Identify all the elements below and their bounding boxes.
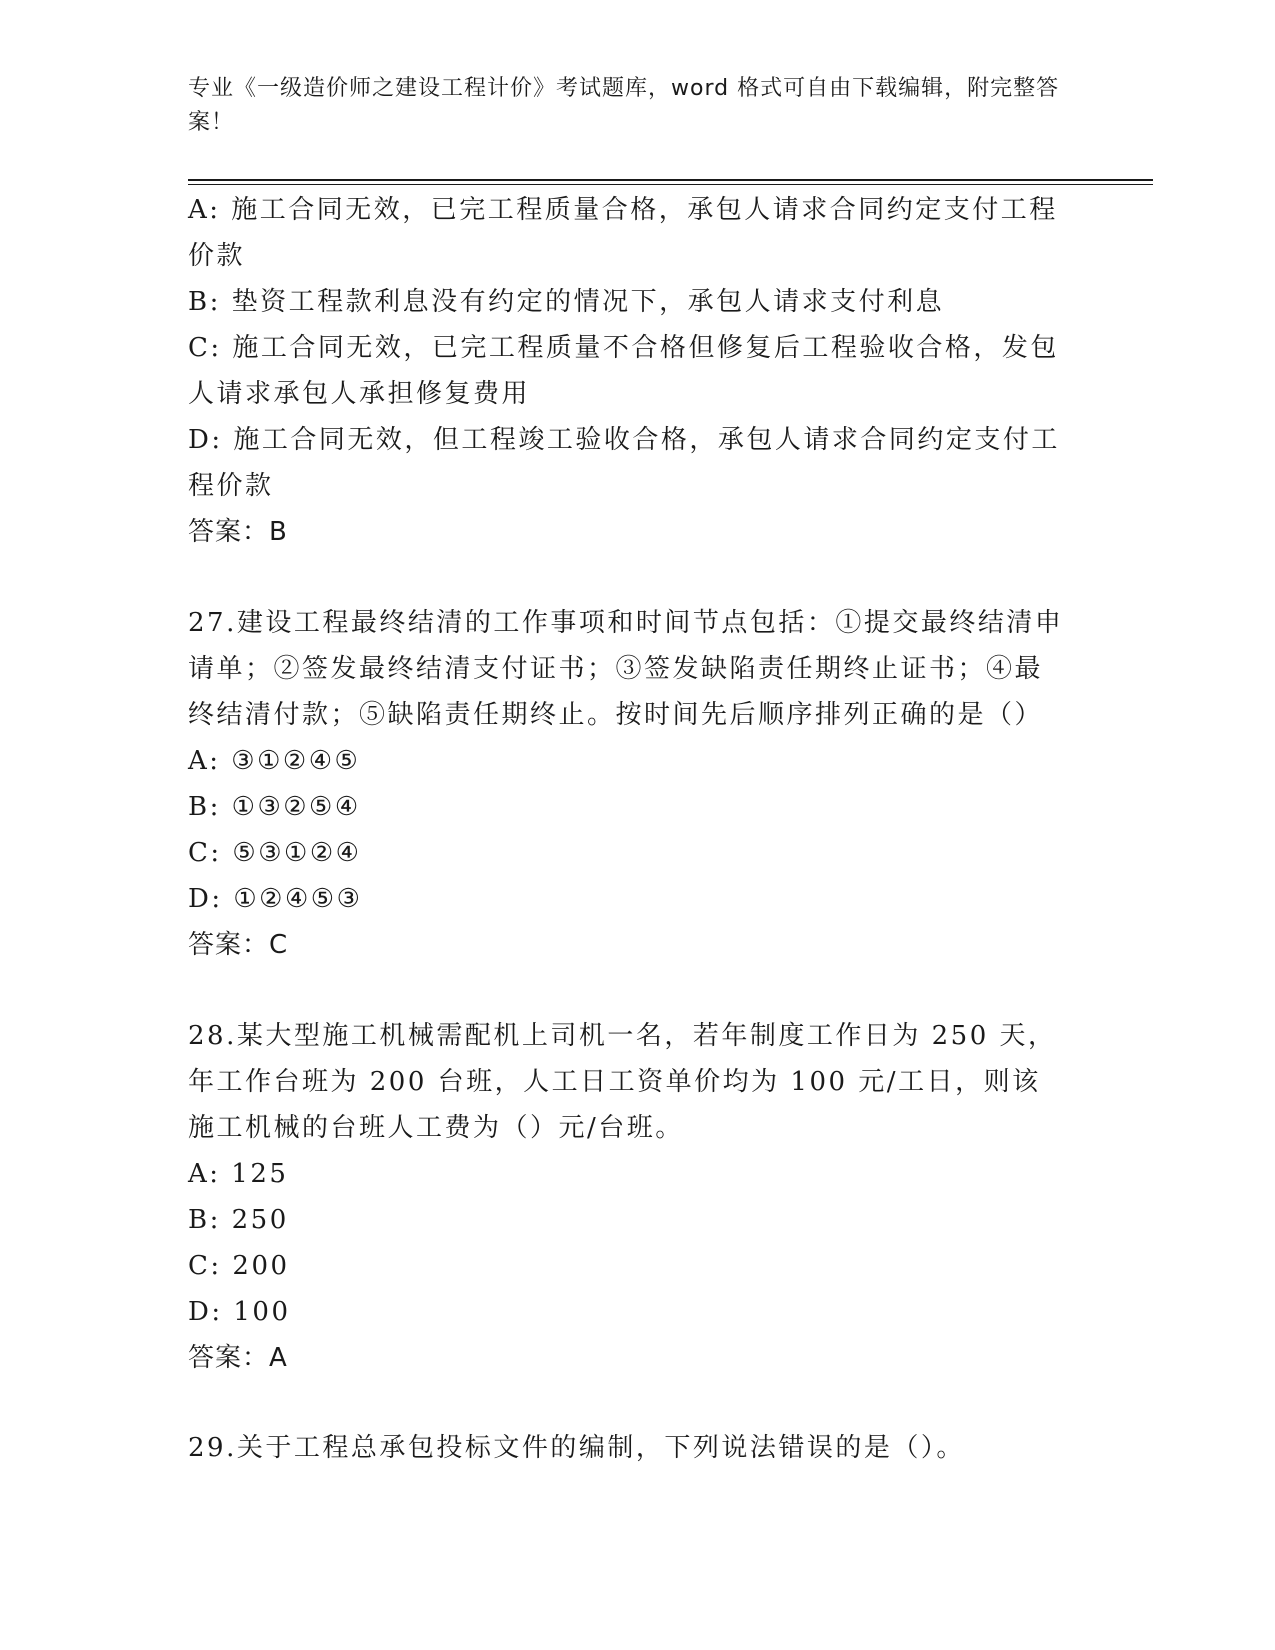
option-c: C: ⑤③①②④ (188, 838, 362, 868)
answer-text: 答案：C (188, 930, 289, 960)
question-28-block (188, 1013, 1068, 1381)
question-text: 29.关于工程总承包投标文件的编制，下列说法错误的是（）。 (188, 1433, 965, 1463)
option-c: C: 200 (188, 1251, 290, 1281)
option-d: D: 100 (188, 1297, 291, 1327)
option-a: A: ③①②④⑤ (188, 746, 361, 776)
answer-text: 答案：B (188, 517, 288, 547)
question-26-block (188, 187, 1068, 555)
option-d: D: ①②④⑤③ (188, 884, 363, 914)
question-27-block (188, 600, 1068, 968)
option-a: A: 施工合同无效，已完工程质量合格，承包人请求合同约定支付工程价款 (188, 195, 1058, 271)
option-b: B: 250 (188, 1205, 289, 1235)
option-b: B: 垫资工程款利息没有约定的情况下，承包人请求支付利息 (188, 287, 945, 317)
header-divider-thick (188, 179, 1153, 181)
question-text: 27.建设工程最终结清的工作事项和时间节点包括：①提交最终结清申请单；②签发最终结清支付证书；③签发缺陷责任期终止证书；④最终结清付款；⑤缺陷责任期终止。按时间先后顺序排列正确的是（） (188, 608, 1064, 730)
answer-text: 答案：A (188, 1343, 288, 1373)
question-content (188, 187, 1068, 1471)
spacer (188, 1381, 1068, 1425)
option-a: A: 125 (188, 1159, 289, 1189)
question-29-block (188, 1425, 1068, 1471)
header-divider-thin (188, 184, 1153, 185)
document-header: 专业《一级造价师之建设工程计价》考试题库，word 格式可自由下载编辑，附完整答案！ (188, 76, 1060, 135)
option-c: C: 施工合同无效，已完工程质量不合格但修复后工程验收合格，发包人请求承包人承担修复费用 (188, 333, 1059, 409)
spacer (188, 555, 1068, 600)
question-text: 28.某大型施工机械需配机上司机一名，若年制度工作日为 250 天，年工作台班为 200 台班，人工日工资单价均为 100 元/工日，则该施工机械的台班人工费为（）元/台班。 (188, 1021, 1057, 1143)
option-d: D: 施工合同无效，但工程竣工验收合格，承包人请求合同约定支付工程价款 (188, 425, 1060, 501)
spacer (188, 968, 1068, 1013)
option-b: B: ①③②⑤④ (188, 792, 361, 822)
